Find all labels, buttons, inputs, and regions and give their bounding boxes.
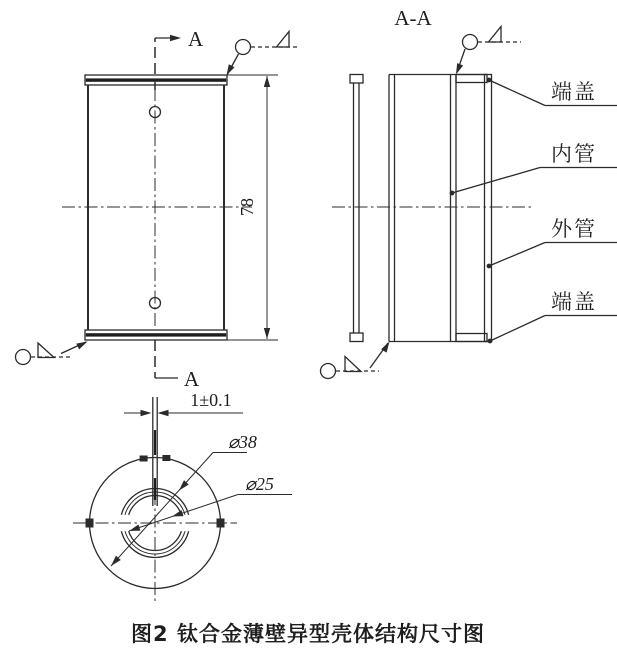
front-top-cap-band [85,75,227,85]
notch-top-left [140,456,148,462]
notch-top-right [162,455,170,461]
roughness-flag-icon [38,343,54,358]
label-end-cap-bottom [488,290,617,343]
part-label-text: 内管 [551,142,597,166]
roughness-flag-icon [277,32,290,48]
surface-finish-symbol-front-bottom [16,339,89,365]
outer-tube-section-band [485,75,492,342]
roughness-flag-icon [345,357,361,372]
roughness-circle-icon [236,40,251,55]
height-dimension-text: 78 [237,198,257,216]
label-outer-tube [487,217,617,268]
surface-finish-symbol-front-top [224,32,298,78]
slot [153,397,157,506]
section-cap-step-top [350,75,363,84]
notch-right [217,519,225,528]
part-label-text: 端盖 [551,80,597,104]
end-cap-section-bottom [456,334,487,342]
section-letter-bottom: A [184,367,200,391]
section-view [321,6,617,379]
section-letter-top: A [188,27,204,51]
figure-caption: 图2 钛合金薄壁异型壳体结构尺寸图 [131,622,485,646]
roughness-circle-icon [463,35,478,50]
surface-finish-symbol-section-top [453,27,521,76]
roughness-circle-icon [16,350,31,365]
surface-finish-symbol-section-bottom [321,340,393,379]
section-view-title: A-A [394,6,432,30]
notch-left [86,519,94,528]
end-cap-section-top [456,75,487,83]
part-label-text: 端盖 [551,290,597,314]
roughness-circle-icon [321,364,336,379]
front-bottom-cap-band [85,330,227,340]
slot-width-dimension [124,390,243,416]
front-view [16,27,299,391]
section-cap-step-bottom [350,333,363,342]
roughness-flag-icon [489,27,502,43]
label-end-cap-top [487,78,617,106]
label-inner-tube [450,142,617,195]
part-label-text: 外管 [551,217,597,241]
bottom-view [73,390,292,604]
slot-width-text: 1±0.1 [190,390,232,410]
bore-diameter-text: ⌀25 [245,474,274,494]
height-dimension [227,75,278,340]
section-cut-line-bottom [155,340,200,391]
ring-diameter-text: ⌀38 [228,432,257,452]
